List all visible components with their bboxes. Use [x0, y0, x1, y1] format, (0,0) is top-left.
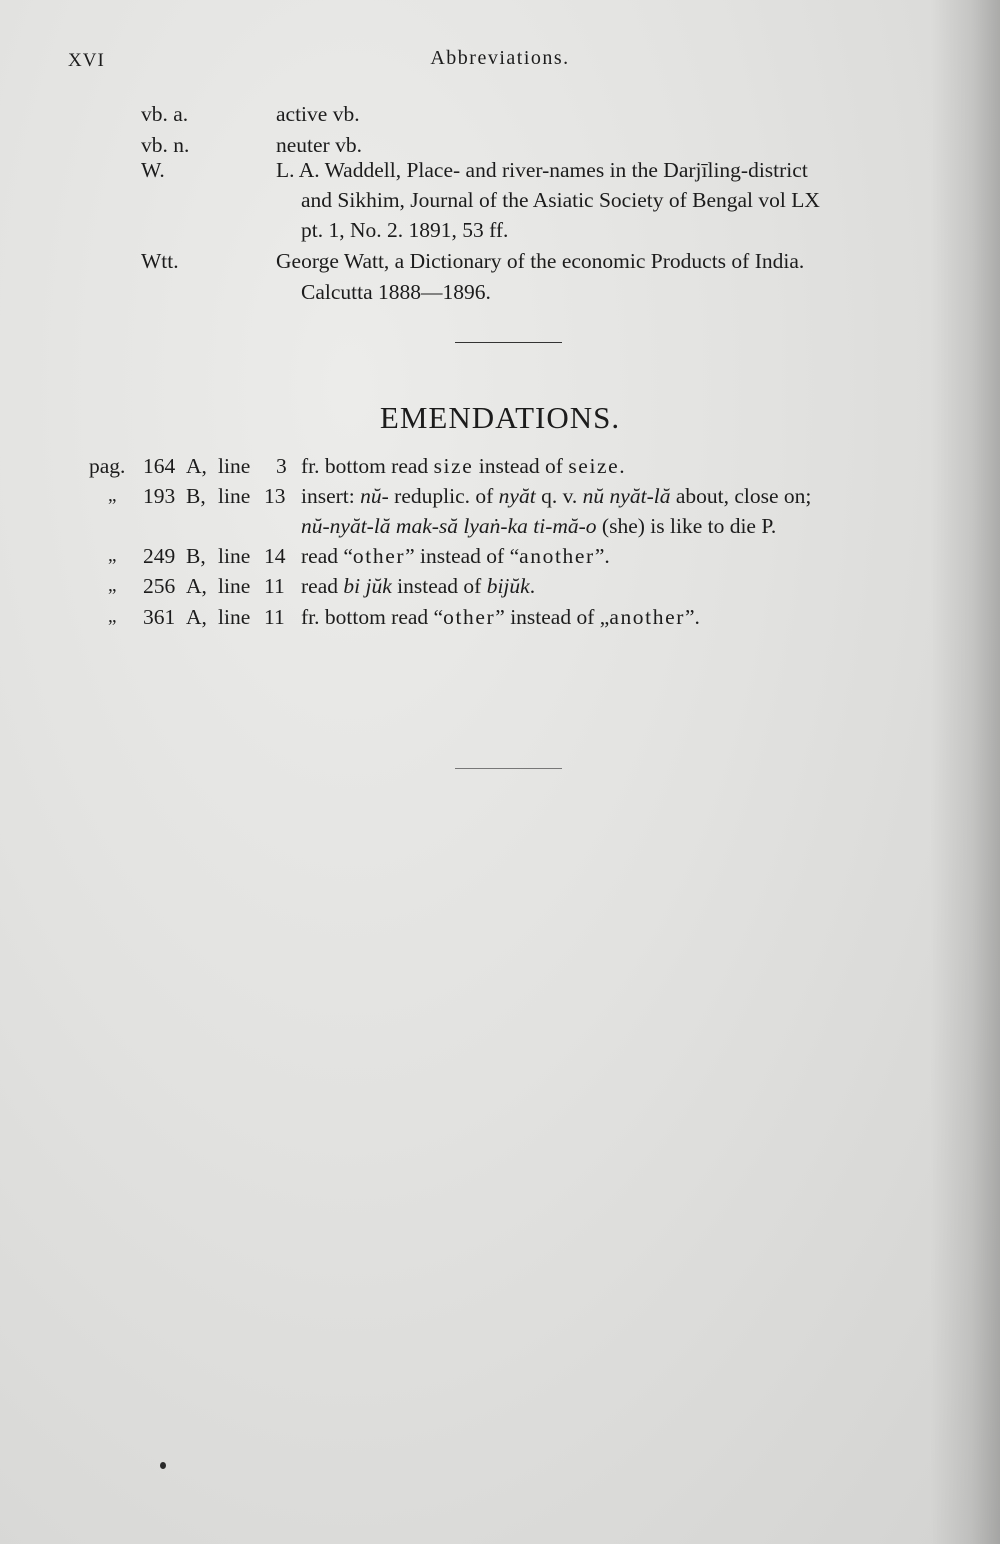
section-divider [455, 768, 562, 769]
line-number: 3 [276, 454, 287, 478]
emendation-text: insert: nŭ- reduplic. of nyăt q. v. nŭ nyăt-lă about, close on; [301, 484, 812, 508]
emendation-entry [0, 481, 1000, 511]
emendation-text-cont: nŭ-nyăt-lă mak-să lyaṅ-ka ti-mă-o (she) is like to die P. [301, 514, 777, 538]
emendation-continuation [0, 511, 1000, 541]
abbreviation-definition: neuter vb. [276, 133, 362, 157]
page-folio: XVI [68, 50, 105, 71]
emendation-entry [0, 541, 1000, 571]
line-label: line [218, 544, 251, 568]
emendation-text: fr. bottom read “other” instead of „another”. [301, 605, 700, 629]
abbreviation-key: Wtt. [141, 249, 179, 273]
running-title: Abbreviations. [430, 47, 570, 69]
line-label: line [218, 454, 251, 478]
emendation-text: read bi jŭk instead of bijŭk. [301, 574, 536, 598]
column-label: A, [186, 454, 207, 478]
abbreviation-definition: L. A. Waddell, Place- and river-names in the Darjīling-district [276, 158, 808, 182]
ditto-mark: „ [108, 575, 117, 596]
ink-spot [160, 1462, 166, 1469]
column-label: B, [186, 484, 206, 508]
abbreviation-key: vb. n. [141, 133, 190, 157]
emendation-entry [0, 602, 1000, 632]
line-label: line [218, 574, 251, 598]
ditto-mark: „ [108, 606, 117, 627]
line-label: line [218, 484, 251, 508]
section-divider [455, 342, 562, 343]
line-number: 11 [264, 574, 285, 598]
emendation-text: fr. bottom read size instead of seize. [301, 454, 625, 478]
abbreviation-definition-cont: pt. 1, No. 2. 1891, 53 ff. [301, 218, 509, 242]
ditto-mark: „ [108, 545, 117, 566]
column-label: A, [186, 574, 207, 598]
emendations-heading: EMENDATIONS. [379, 400, 621, 435]
abbreviation-definition: active vb. [276, 102, 360, 126]
column-label: A, [186, 605, 207, 629]
abbreviation-definition: George Watt, a Dictionary of the economic Products of India. [276, 249, 805, 273]
abbreviation-definition-cont: Calcutta 1888—1896. [301, 280, 491, 304]
emendation-entry [0, 571, 1000, 601]
page-number: 249 [143, 544, 176, 568]
page-number: 164 [143, 454, 176, 478]
page-edge-shadow [930, 0, 1000, 1544]
abbreviation-key: W. [141, 158, 165, 182]
ditto-mark: „ [108, 485, 117, 506]
page-number: 193 [143, 484, 176, 508]
emendation-entry [0, 451, 1000, 481]
page-number: 256 [143, 574, 176, 598]
line-number: 13 [264, 484, 286, 508]
line-number: 14 [264, 544, 286, 568]
line-number: 11 [264, 605, 285, 629]
line-label: line [218, 605, 251, 629]
abbreviation-key: vb. a. [141, 102, 189, 126]
column-label: B, [186, 544, 206, 568]
emendation-text: read “other” instead of “another”. [301, 544, 610, 568]
abbreviation-definition-cont: and Sikhim, Journal of the Asiatic Society of Bengal vol LX [301, 188, 820, 212]
page-abbreviation: pag. [89, 454, 126, 478]
page-number: 361 [143, 605, 176, 629]
